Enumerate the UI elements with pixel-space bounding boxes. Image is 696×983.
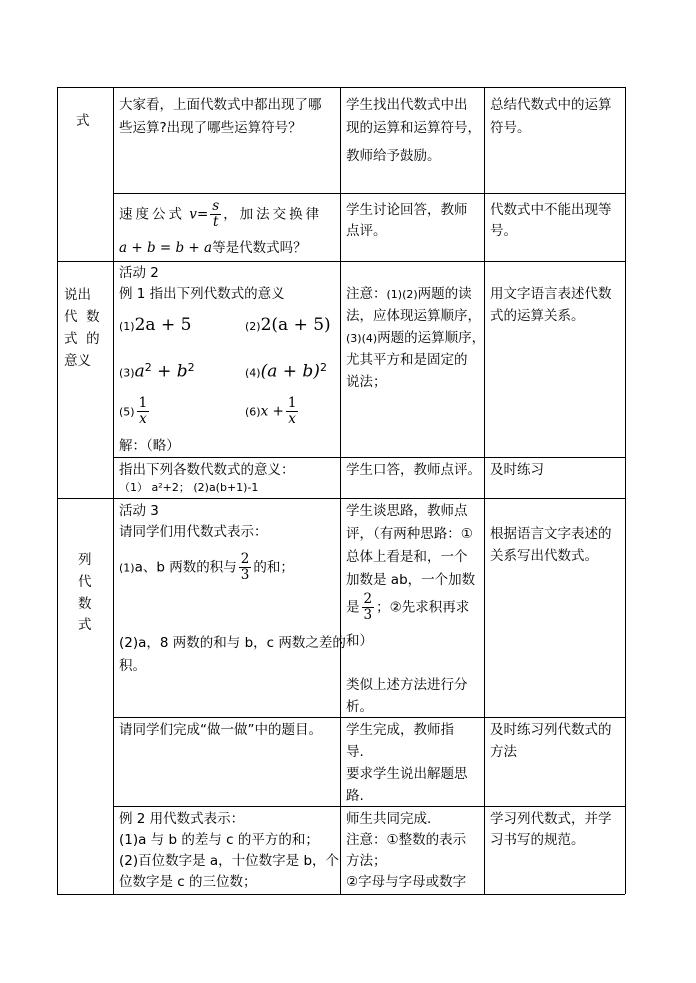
note-text: 注意： — [346, 286, 387, 302]
item-number: (1) — [119, 561, 135, 575]
fraction-numerator: 1 — [287, 395, 297, 411]
commutative-law-formula: a + b = b + a — [119, 240, 213, 256]
note-text: 两题的读 — [417, 286, 472, 302]
expression: (a + b) — [260, 361, 320, 382]
note-line: 尤其平方和是固定的 — [346, 352, 468, 368]
student-text: 是 — [346, 599, 360, 616]
note-text: 两题的运算顺序， — [377, 330, 486, 346]
student-activity-line: 总体上看是和，一个 — [346, 549, 468, 565]
student-activity-line: 教师给予鼓励。 — [346, 148, 441, 164]
table-border-left — [57, 87, 58, 894]
formula-v: v — [189, 206, 197, 223]
student-activity-line: 要求学生说出解题思 — [346, 766, 468, 782]
fraction — [286, 396, 299, 427]
content-line: 例 2 用代数式表示： — [119, 811, 245, 827]
purpose-line: 代数式中不能出现等 — [490, 202, 612, 218]
question-text: 的和； — [253, 559, 294, 576]
student-activity-line: 方法； — [346, 853, 387, 869]
section-label: 代 — [78, 574, 92, 590]
fraction-numerator: 2 — [363, 591, 373, 607]
expression-item — [245, 396, 300, 428]
fraction-numerator: 2 — [240, 551, 250, 567]
expression: 2(a + 5) — [260, 315, 331, 335]
student-activity-line: 点评。 — [346, 223, 387, 239]
exponent: 2 — [187, 361, 195, 374]
section-label: 式 的 — [64, 331, 100, 347]
column-divider-1 — [113, 87, 114, 894]
prompt-text: 请同学们用代数式表示： — [119, 524, 268, 540]
row-divider — [113, 806, 625, 807]
example-title: 例 1 指出下列代数式的意义 — [119, 286, 285, 302]
fraction-numerator: s — [212, 198, 220, 214]
expression: a — [134, 361, 145, 382]
question-line: (2)a，8 两数的和与 b，c 两数之差的 — [119, 635, 346, 651]
content-line: 些运算?出现了哪些运算符号？ — [119, 120, 302, 136]
formula-text: 速度公式 — [119, 206, 185, 223]
expression: + b — [151, 361, 188, 382]
exponent: 2 — [144, 361, 152, 374]
expression-item — [119, 314, 191, 338]
note-line — [346, 283, 472, 306]
expression-item — [245, 357, 327, 385]
question-line: 积。 — [119, 658, 146, 674]
expression-item — [119, 357, 195, 385]
item-number: (2) — [245, 320, 261, 333]
formula-text: 等是代数式吗？ — [212, 240, 307, 256]
fraction-denominator: x — [139, 411, 147, 427]
student-activity-line: ②字母与字母或数字 — [346, 874, 467, 890]
expression: x + — [260, 403, 284, 420]
purpose-line: 号。 — [490, 223, 517, 239]
exponent: 2 — [319, 361, 327, 374]
item-number: (6) — [245, 405, 261, 419]
student-activity-line: 学生讨论回答，教师 — [346, 202, 468, 218]
note-line: 法，应体现运算顺序， — [346, 308, 481, 324]
note-numbers: (1)(2) — [386, 288, 418, 301]
fraction-denominator: 3 — [240, 567, 250, 583]
fraction-denominator: t — [213, 214, 219, 230]
fraction — [137, 396, 150, 427]
section-label: 代 数 — [64, 309, 100, 325]
expression: 2a + 5 — [134, 315, 192, 335]
purpose-line: 及时练习列代数式的 — [490, 722, 612, 738]
fraction — [239, 552, 252, 583]
section-label: 式 — [76, 113, 90, 129]
table-border-right — [625, 87, 626, 894]
student-activity-line: 学生找出代数式中出 — [346, 97, 468, 113]
item-number: (4) — [245, 366, 261, 380]
row-divider — [113, 193, 625, 194]
student-activity-line: 学生谈思路，教师点 — [346, 503, 468, 519]
student-activity-line — [346, 592, 469, 623]
fraction-denominator: 3 — [363, 607, 373, 623]
content-line: （1） a²+2； (2)a(b+1)-1 — [119, 481, 259, 494]
student-activity-line: 评，（有两种思路：① — [346, 526, 473, 542]
purpose-line: 根据语言文字表述的 — [490, 526, 612, 542]
column-divider-2 — [340, 87, 341, 894]
activity-title: 活动 2 — [119, 265, 159, 281]
student-activity-line: 导. — [346, 744, 364, 760]
student-activity-line: 学生完成，教师指 — [346, 722, 454, 738]
section-label: 意义 — [64, 353, 91, 369]
row-divider — [113, 457, 625, 458]
purpose-line: 总结代数式中的运算 — [490, 97, 612, 113]
purpose-line: 方法 — [490, 744, 517, 760]
note-line — [346, 327, 485, 350]
student-activity-line: 路. — [346, 788, 364, 804]
student-activity-line: 加数是 ab，一个加数 — [346, 572, 476, 588]
student-activity-line: 师生共同完成. — [346, 811, 432, 827]
student-activity-line: 类似上述方法进行分 — [346, 677, 468, 693]
section-divider — [57, 498, 625, 499]
content-line: (1)a 与 b 的差与 c 的平方的和； — [119, 832, 319, 848]
purpose-line: 式的运算关系。 — [490, 308, 585, 324]
purpose-line: 关系写出代数式。 — [490, 548, 598, 564]
expression-item — [245, 314, 331, 338]
purpose-line: 用文字语言表述代数 — [490, 286, 612, 302]
note-numbers: (3)(4) — [346, 332, 378, 345]
content-line: 位数字是 c 的三位数； — [119, 874, 257, 890]
item-number: (1) — [119, 320, 135, 333]
item-number: (5) — [119, 405, 135, 419]
speed-formula-line — [119, 199, 322, 230]
student-activity-line: 注意：①整数的表示 — [346, 832, 467, 848]
student-text: ；②先求积再求 — [376, 599, 470, 616]
table-border-top — [57, 87, 625, 88]
question-text: a、b 两数的积与 — [134, 559, 237, 576]
content-line: 大家看，上面代数式中都出现了哪 — [119, 97, 322, 113]
formula-text: ，加法交换律 — [223, 206, 323, 223]
fraction — [362, 592, 375, 623]
column-divider-3 — [484, 87, 485, 894]
content-line: 请同学们完成“做一做”中的题目。 — [119, 722, 322, 738]
question-line — [119, 552, 294, 584]
content-line: 指出下列各数代数式的意义： — [119, 462, 295, 478]
student-activity-line: 和） — [346, 633, 373, 649]
section-label: 说出 — [64, 287, 91, 303]
purpose-line: 符号。 — [490, 120, 531, 136]
expression-item — [119, 396, 151, 428]
student-activity-line: 学生口答，教师点评。 — [346, 462, 481, 478]
purpose-line: 学习列代数式，并学 — [490, 811, 612, 827]
item-number: (3) — [119, 366, 135, 380]
solution-text: 解：（略） — [119, 438, 180, 454]
fraction-numerator: 1 — [138, 395, 148, 411]
commutative-law-line — [119, 237, 307, 259]
table-border-bottom — [57, 894, 625, 895]
note-line: 说法； — [346, 374, 387, 390]
fraction-denominator: x — [288, 411, 296, 427]
purpose-line: 及时练习 — [490, 462, 544, 478]
activity-title: 活动 3 — [119, 503, 159, 519]
student-activity-line: 现的运算和运算符号， — [346, 120, 481, 136]
section-label: 数 — [78, 596, 92, 612]
formula-eq: = — [196, 206, 209, 223]
student-activity-line: 析。 — [346, 699, 373, 715]
section-label: 式 — [78, 617, 92, 633]
content-line: (2)百位数字是 a，十位数字是 b，个 — [119, 853, 340, 869]
section-label: 列 — [78, 552, 92, 568]
purpose-line: 习书写的规范。 — [490, 832, 585, 848]
fraction-s-over-t — [210, 199, 221, 230]
